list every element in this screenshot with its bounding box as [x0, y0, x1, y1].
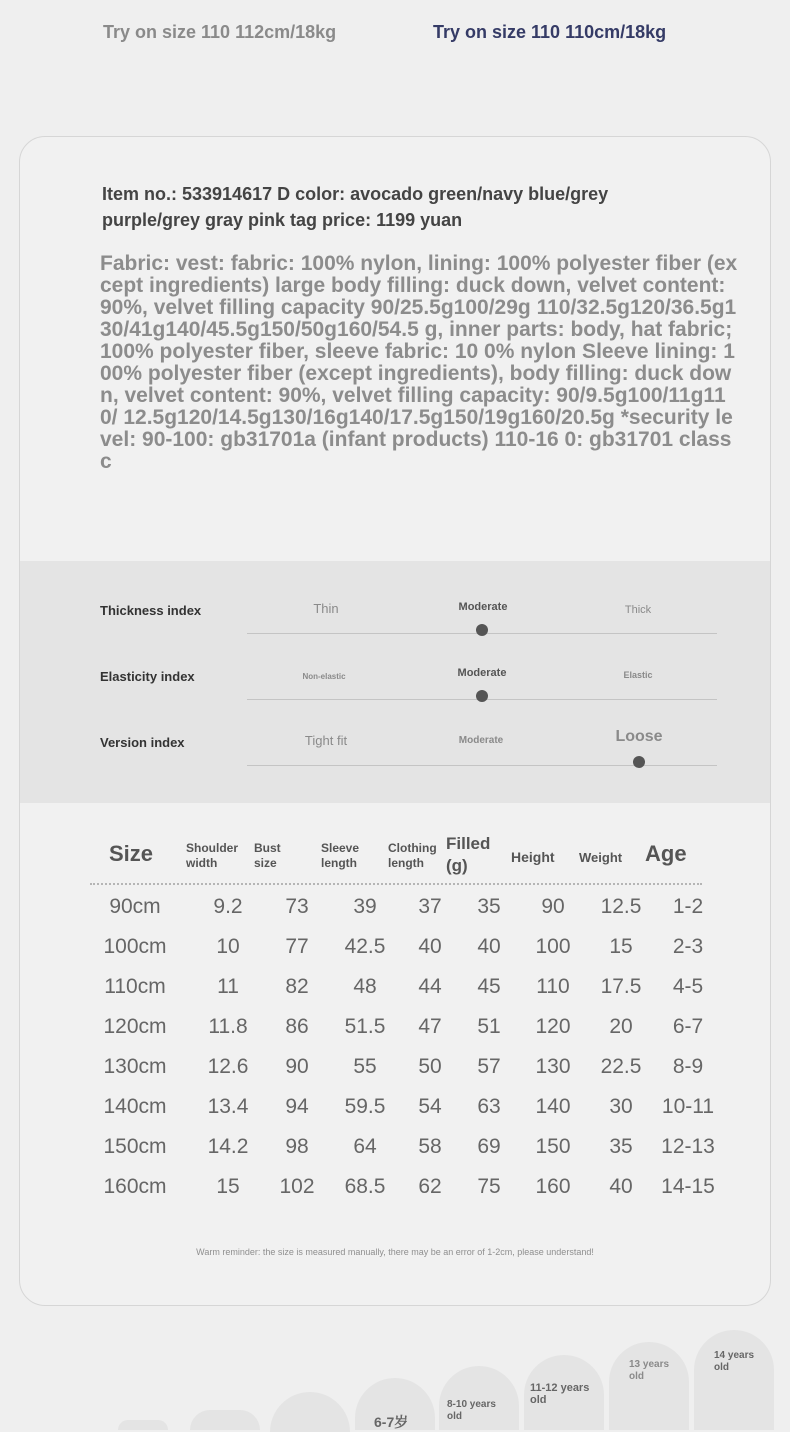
version-option-loose: Loose [615, 728, 663, 745]
cell-size: 110cm [104, 975, 166, 998]
cell-age: 2-3 [672, 935, 704, 958]
cell-filled: 51 [477, 1015, 501, 1038]
cell-weight: 40 [609, 1175, 633, 1198]
thickness-option-thick: Thick [624, 604, 652, 616]
version-scale-line [247, 765, 717, 766]
header-shoulder-width: Shoulder width [186, 841, 239, 870]
cell-height: 150 [535, 1135, 571, 1158]
cell-age: 8-9 [672, 1055, 704, 1078]
cell-size: 150cm [103, 1135, 167, 1158]
header-clothing-length: Clothing length [388, 841, 437, 870]
cell-bust: 98 [285, 1135, 309, 1158]
cell-shoulder: 11 [217, 975, 239, 998]
elasticity-indicator-dot [476, 690, 488, 702]
header-weight: Weight [579, 850, 623, 865]
cell-filled: 35 [477, 895, 501, 918]
index-panel [20, 561, 770, 803]
age-bubble-14 [694, 1330, 774, 1430]
cell-bust: 73 [285, 895, 309, 918]
cell-age: 10-11 [661, 1095, 715, 1118]
cell-clothing: 50 [418, 1055, 442, 1078]
thickness-option-thin: Thin [313, 601, 339, 616]
cell-size: 130cm [103, 1055, 167, 1078]
cell-bust: 82 [285, 975, 309, 998]
cell-age: 4-5 [672, 975, 704, 998]
version-option-tight-fit: Tight fit [304, 733, 348, 748]
cell-height: 160 [535, 1175, 571, 1198]
table-row [90, 1135, 715, 1175]
age-bubble-13 [609, 1342, 689, 1430]
thickness-indicator-dot [476, 624, 488, 636]
header-sleeve-length: Sleeve length [321, 841, 360, 870]
cell-sleeve: 42.5 [344, 935, 386, 958]
age-bubble-13-label: 13 years old [629, 1359, 670, 1382]
warm-reminder: Warm reminder: the size is measured manually, there may be an error of 1-2cm, please understand! [196, 1247, 594, 1257]
cell-clothing: 54 [418, 1095, 442, 1118]
header-divider [90, 883, 702, 885]
thickness-index-row [20, 591, 770, 651]
elasticity-index-label: Elasticity index [100, 669, 195, 684]
age-bubble-14-label: 14 years old [714, 1350, 755, 1373]
header-size: Size [109, 841, 154, 866]
cell-size: 100cm [103, 935, 167, 958]
cell-shoulder: 10 [216, 935, 240, 958]
cell-filled: 63 [477, 1095, 501, 1118]
cell-size: 140cm [103, 1095, 167, 1118]
cell-weight: 22.5 [600, 1055, 642, 1078]
cell-filled: 45 [477, 975, 501, 998]
cell-age: 14-15 [661, 1175, 715, 1198]
cell-shoulder: 15 [216, 1175, 240, 1198]
cell-bust: 94 [285, 1095, 309, 1118]
cell-height: 100 [535, 935, 571, 958]
cell-bust: 86 [285, 1015, 309, 1038]
cell-sleeve: 51.5 [344, 1015, 386, 1038]
fabric-description: Fabric: vest: fabric: 100% nylon, lining: 100% polyester fiber (except ingredients) large body filling: duck down, velvet content: 90%, velvet filling capacity 90/25.5g100/29g 110/32.5g120/36.5g130/41g140/45.5g150/50g160/54.5 g, inner parts: body, hat fabric; 100% polyester fiber, sleeve fabric: 10 0% nylon Sleeve lining: 100% polyester fiber (except ingredients), body filling: duck down, velvet content: 90%, velvet filling capacity: 90/9.5g100/11g110/ 12.5g120/14.5g130/16g140/17.5g150/19g160/20.5g *security level: 90-100: gb31701a (infant products) 110-16 0: gb31701 class c [100, 252, 738, 473]
age-bubble-2 [190, 1410, 260, 1430]
cell-weight: 12.5 [600, 895, 642, 918]
cell-height: 90 [541, 895, 565, 918]
cell-clothing: 40 [418, 935, 442, 958]
header-bust-size: Bust size [254, 841, 281, 870]
cell-height: 120 [535, 1015, 571, 1038]
cell-filled: 57 [477, 1055, 501, 1078]
elasticity-option-non-elastic: Non-elastic [302, 672, 346, 681]
age-bubble-6-7 [355, 1378, 435, 1430]
cell-shoulder: 9.2 [213, 895, 243, 918]
cell-height: 130 [535, 1055, 571, 1078]
cell-shoulder: 14.2 [207, 1135, 249, 1158]
table-row [90, 1055, 710, 1095]
cell-filled: 40 [477, 935, 501, 958]
item-description: Item no.: 533914617 D color: avocado green/navy blue/grey purple/grey gray pink tag price: 1199 yuan [102, 184, 609, 230]
age-bubble-8-10-label: 8-10 years old [447, 1399, 496, 1422]
table-row [90, 1175, 715, 1215]
cell-bust: 77 [285, 935, 309, 958]
version-index-label: Version index [100, 735, 185, 750]
table-row [90, 975, 710, 1015]
cell-clothing: 47 [418, 1015, 442, 1038]
cell-sleeve: 39 [353, 895, 377, 918]
age-bubble-1 [118, 1420, 168, 1430]
cell-size: 160cm [103, 1175, 167, 1198]
cell-age: 12-13 [661, 1135, 715, 1158]
cell-clothing: 58 [418, 1135, 442, 1158]
cell-bust: 90 [285, 1055, 309, 1078]
cell-size: 120cm [103, 1015, 167, 1038]
cell-weight: 20 [609, 1015, 633, 1038]
tryon-caption-right: Try on size 110 110cm/18kg [433, 22, 667, 42]
table-row [90, 1095, 715, 1135]
cell-age: 1-2 [672, 895, 704, 918]
cell-height: 110 [536, 975, 570, 998]
cell-shoulder: 11.8 [208, 1015, 248, 1038]
cell-sleeve: 48 [353, 975, 377, 998]
header-height: Height [511, 849, 555, 865]
thickness-index-label: Thickness index [100, 603, 202, 618]
age-bubble-8-10 [439, 1366, 519, 1430]
cell-shoulder: 12.6 [207, 1055, 249, 1078]
cell-size: 90cm [109, 895, 161, 918]
elasticity-index-row [20, 657, 770, 717]
cell-filled: 69 [477, 1135, 501, 1158]
cell-height: 140 [535, 1095, 571, 1118]
cell-bust: 102 [279, 1175, 315, 1198]
header-filled: Filled (g) [446, 834, 491, 875]
version-indicator-dot [633, 756, 645, 768]
cell-clothing: 44 [418, 975, 442, 998]
cell-sleeve: 59.5 [344, 1095, 386, 1118]
cell-sleeve: 55 [353, 1055, 377, 1078]
cell-weight: 17.5 [600, 975, 642, 998]
version-index-row [20, 723, 770, 783]
cell-sleeve: 64 [353, 1135, 377, 1158]
cell-weight: 35 [609, 1135, 633, 1158]
product-info-card [19, 136, 771, 1306]
table-row [90, 935, 710, 975]
cell-filled: 75 [477, 1175, 501, 1198]
tryon-caption-left: Try on size 110 112cm/18kg [103, 22, 337, 42]
cell-age: 6-7 [672, 1015, 704, 1038]
age-bubble-3 [270, 1392, 350, 1432]
table-row [90, 1015, 710, 1055]
age-bubble-6-7-label: 6-7岁 [374, 1414, 409, 1430]
cell-weight: 30 [609, 1095, 633, 1118]
elasticity-option-moderate: Moderate [457, 667, 507, 679]
thickness-option-moderate: Moderate [458, 601, 508, 613]
cell-sleeve: 68.5 [344, 1175, 386, 1198]
header-age: Age [645, 841, 687, 866]
table-row [90, 895, 710, 935]
cell-weight: 15 [609, 935, 633, 958]
cell-clothing: 62 [418, 1175, 442, 1198]
cell-clothing: 37 [418, 895, 442, 918]
cell-shoulder: 13.4 [207, 1095, 249, 1118]
age-bubble-11-12 [524, 1355, 604, 1430]
age-bubble-11-12-label: 11-12 years old [530, 1382, 590, 1406]
version-option-moderate: Moderate [458, 735, 504, 746]
elasticity-option-elastic: Elastic [623, 670, 653, 680]
